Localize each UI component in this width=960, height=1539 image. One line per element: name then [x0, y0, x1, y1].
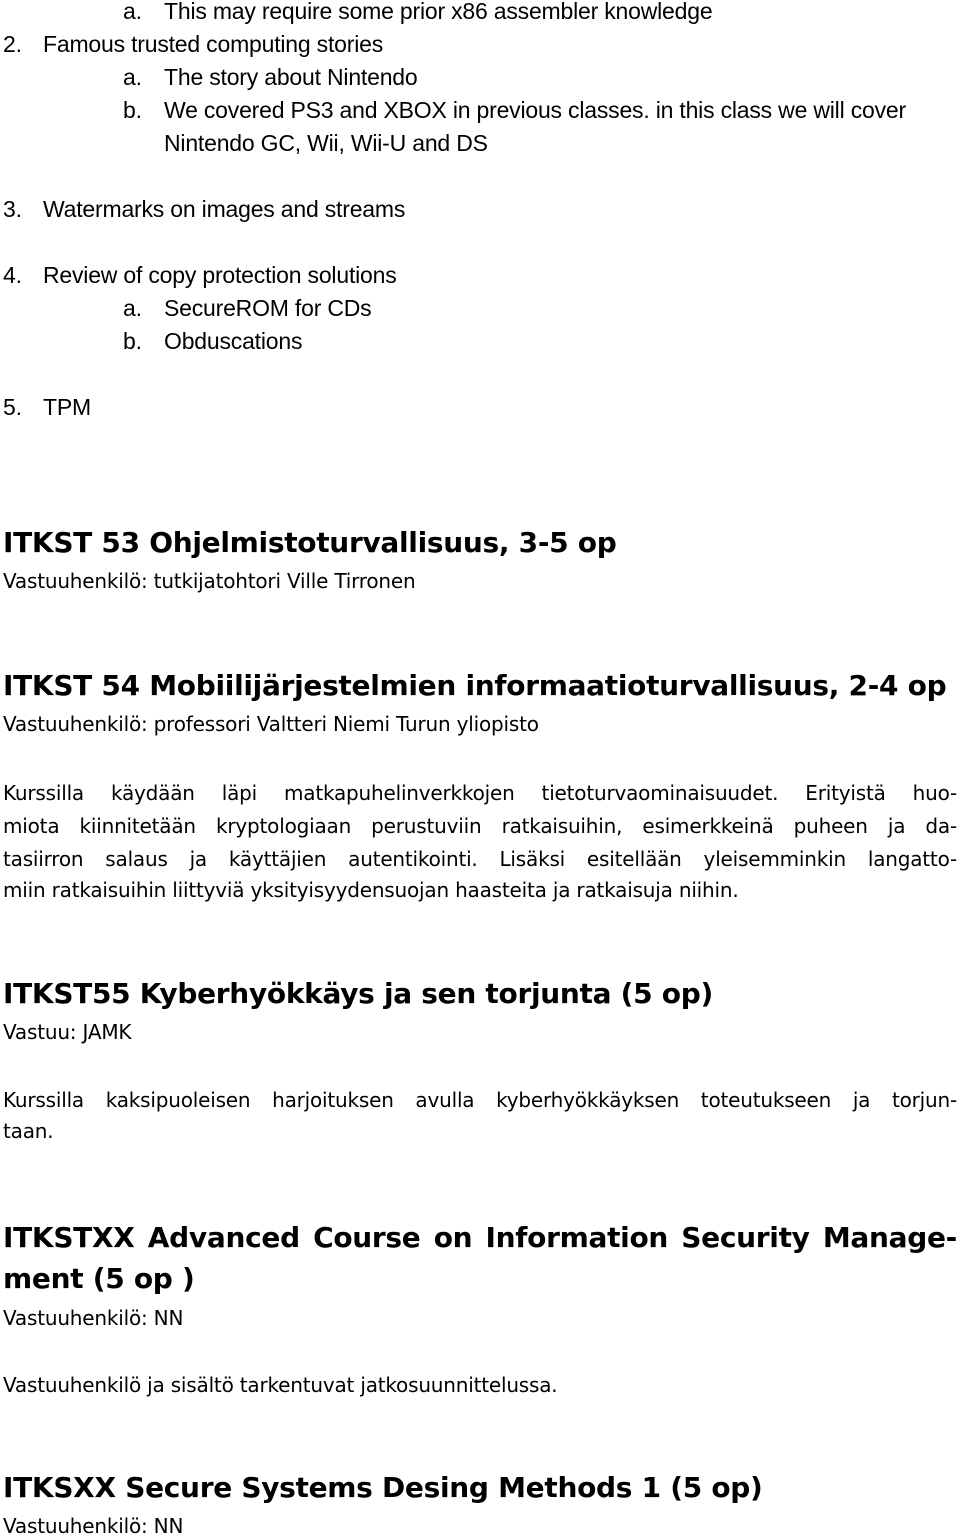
course-description-line: tasiirron salaus ja käyttäjien autentikointi. Lisäksi esitellään yleisemminkin langatto- [3, 847, 957, 871]
list-item-text: Nintendo GC, Wii, Wii-U and DS [164, 130, 488, 156]
list-item-text: Watermarks on images and streams [43, 196, 406, 222]
list-item-text: We covered PS3 and XBOX in previous classes. in this class we will cover [164, 97, 906, 123]
course-responsible: Vastuuhenkilö: tutkijatohtori Ville Tirronen [3, 569, 416, 593]
course-title-continued: ment (5 op ) [3, 1262, 195, 1295]
list-item-text: This may require some prior x86 assembler knowledge [164, 0, 713, 24]
course-title: ITKST55 Kyberhyökkäys ja sen torjunta (5 op) [3, 977, 713, 1010]
list-item-text: Obduscations [164, 328, 303, 354]
list-marker: 5. [3, 394, 22, 420]
course-description-line: Vastuuhenkilö ja sisältö tarkentuvat jatkosuunnittelussa. [3, 1373, 558, 1397]
course-title: ITKSTXX Advanced Course on Information Security Manage- [3, 1221, 957, 1254]
course-responsible: Vastuuhenkilö: NN [3, 1514, 184, 1538]
list-marker: 4. [3, 262, 22, 288]
course-title: ITKST 54 Mobiilijärjestelmien informaatioturvallisuus, 2-4 op [3, 669, 947, 702]
list-marker: a. [123, 0, 142, 24]
course-responsible: Vastuu: JAMK [3, 1020, 132, 1044]
course-title: ITKSXX Secure Systems Desing Methods 1 (5 op) [3, 1471, 763, 1504]
list-marker: b. [123, 328, 142, 354]
course-description-line: Kurssilla kaksipuoleisen harjoituksen avulla kyberhyökkäyksen toteutukseen ja torjun- [3, 1088, 957, 1112]
list-item-text: SecureROM for CDs [164, 295, 372, 321]
list-marker: a. [123, 64, 142, 90]
course-description-line: miin ratkaisuihin liittyviä yksityisyydensuojan haasteita ja ratkaisuja niihin. [3, 878, 739, 902]
list-item-text: Famous trusted computing stories [43, 31, 384, 57]
course-description-line: Kurssilla käydään läpi matkapuhelinverkkojen tietoturvaominaisuudet. Erityistä huo- [3, 781, 957, 805]
course-responsible: Vastuuhenkilö: NN [3, 1306, 184, 1330]
course-title: ITKST 53 Ohjelmistoturvallisuus, 3-5 op [3, 526, 617, 559]
list-item-text: TPM [43, 394, 91, 420]
list-marker: 3. [3, 196, 22, 222]
course-responsible: Vastuuhenkilö: professori Valtteri Niemi Turun yliopisto [3, 712, 539, 736]
list-marker: a. [123, 295, 142, 321]
course-description-line: taan. [3, 1119, 54, 1143]
list-item-text: Review of copy protection solutions [43, 262, 397, 288]
list-marker: 2. [3, 31, 22, 57]
list-marker: b. [123, 97, 142, 123]
course-description-line: miota kiinnitetään kryptologiaan perustuviin ratkaisuihin, esimerkkeinä puheen ja da- [3, 814, 957, 838]
list-item-text: The story about Nintendo [164, 64, 418, 90]
